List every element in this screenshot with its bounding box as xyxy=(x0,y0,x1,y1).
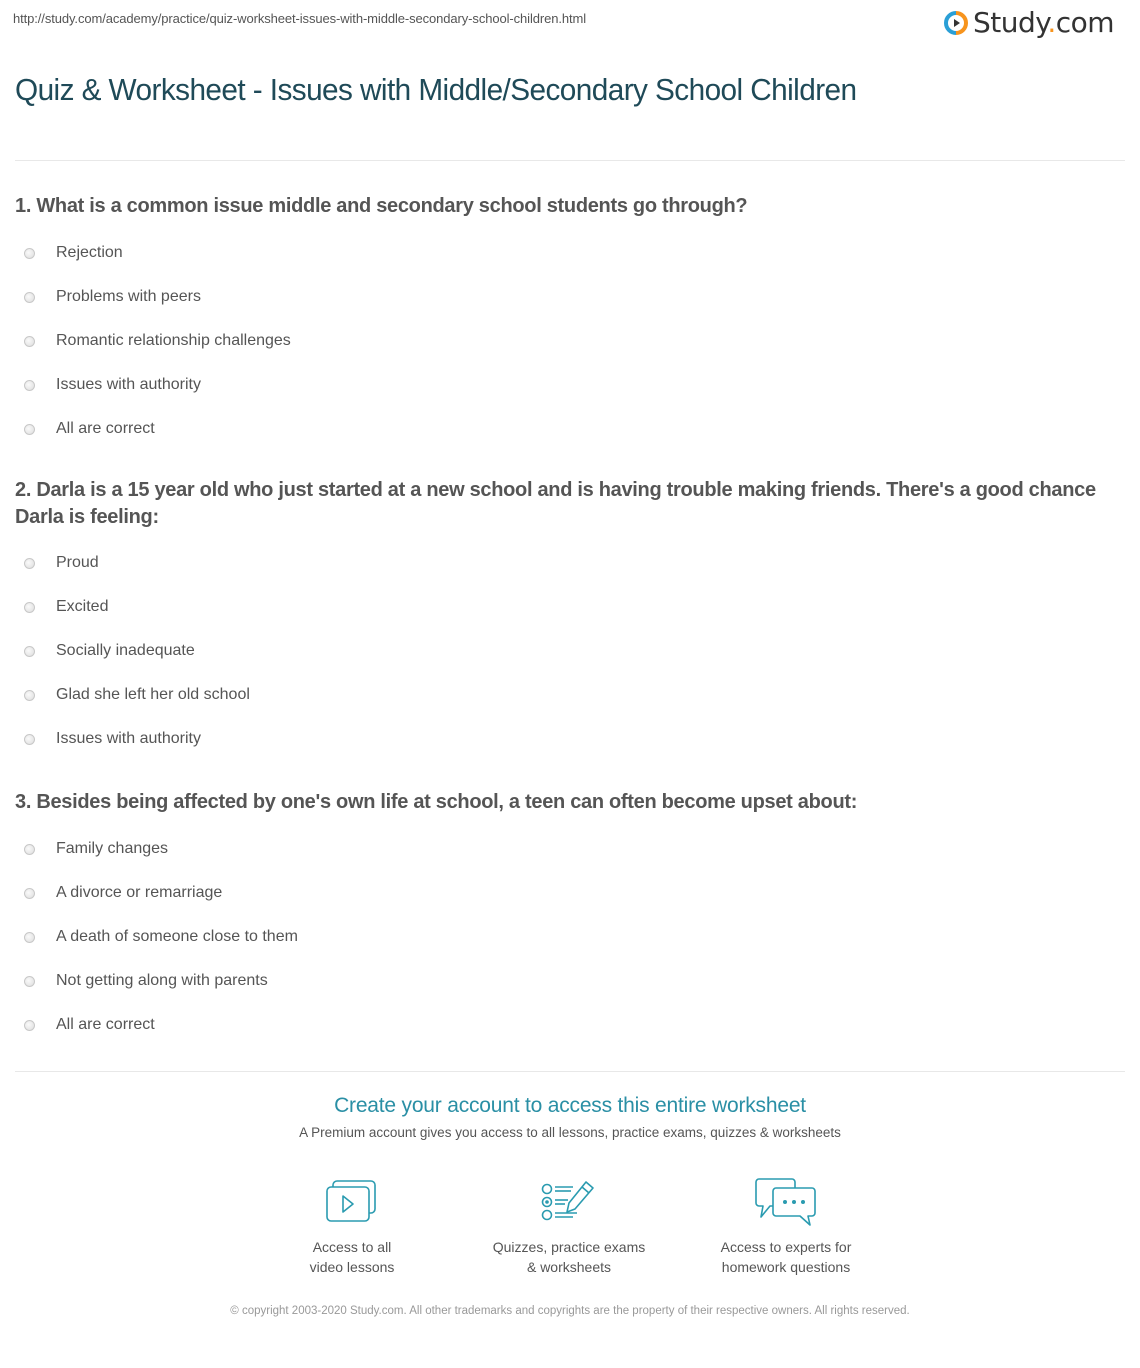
feature-label: Quizzes, practice exams & worksheets xyxy=(492,1239,646,1275)
radio-button[interactable] xyxy=(24,690,35,701)
question-1 xyxy=(15,193,1125,451)
option[interactable] xyxy=(15,363,1125,407)
question-2 xyxy=(15,477,1125,761)
divider xyxy=(15,1071,1125,1072)
logo-text: Study.com xyxy=(973,6,1115,39)
create-account-link[interactable]: Create your account to access this entire worksheet xyxy=(334,1094,806,1117)
chat-bubbles-icon xyxy=(754,1175,818,1229)
option[interactable] xyxy=(15,959,1125,1003)
option-label: Excited xyxy=(56,598,109,615)
option-label: Issues with authority xyxy=(56,730,201,747)
option-label: Problems with peers xyxy=(56,288,201,305)
option-label: Proud xyxy=(56,554,99,571)
option-label: Romantic relationship challenges xyxy=(56,332,291,349)
option[interactable] xyxy=(15,231,1125,275)
radio-button[interactable] xyxy=(24,646,35,657)
options-list xyxy=(15,231,1125,451)
radio-button[interactable] xyxy=(24,932,35,943)
question-text: 3. Besides being affected by one's own life at school, a teen can often become upset about: xyxy=(15,791,858,813)
option-label: All are correct xyxy=(56,1016,155,1033)
radio-button[interactable] xyxy=(24,424,35,435)
option[interactable] xyxy=(15,717,1125,761)
radio-button[interactable] xyxy=(24,336,35,347)
radio-button[interactable] xyxy=(24,734,35,745)
option[interactable] xyxy=(15,673,1125,717)
option[interactable] xyxy=(15,319,1125,363)
option-label: A death of someone close to them xyxy=(56,928,298,945)
radio-button[interactable] xyxy=(24,248,35,259)
radio-button[interactable] xyxy=(24,602,35,613)
cta-subtitle: A Premium account gives you access to all lessons, practice exams, quizzes & worksheets xyxy=(299,1125,841,1140)
option[interactable] xyxy=(15,871,1125,915)
option[interactable] xyxy=(15,827,1125,871)
radio-button[interactable] xyxy=(24,380,35,391)
option-label: A divorce or remarriage xyxy=(56,884,223,901)
option[interactable] xyxy=(15,275,1125,319)
radio-button[interactable] xyxy=(24,1020,35,1031)
radio-button[interactable] xyxy=(24,888,35,899)
option[interactable] xyxy=(15,541,1125,585)
question-text: 2. Darla is a 15 year old who just started at a new school and is having trouble making friends. There's a good chance Darla is feeling: xyxy=(15,479,1096,528)
video-lessons-icon xyxy=(325,1175,379,1229)
option-label: Issues with authority xyxy=(56,376,201,393)
question-3 xyxy=(15,789,1125,1047)
play-circle-icon xyxy=(944,11,968,35)
feature-experts xyxy=(686,1175,886,1277)
option[interactable] xyxy=(15,629,1125,673)
options-list xyxy=(15,827,1125,1047)
radio-button[interactable] xyxy=(24,844,35,855)
copyright-notice: © copyright 2003-2020 Study.com. All other trademarks and copyrights are the property of their respective owners. All rights reserved. xyxy=(230,1305,910,1317)
radio-button[interactable] xyxy=(24,292,35,303)
radio-button[interactable] xyxy=(24,976,35,987)
option-label: Not getting along with parents xyxy=(56,972,268,989)
option-label: Glad she left her old school xyxy=(56,686,250,703)
option[interactable] xyxy=(15,915,1125,959)
divider xyxy=(15,160,1125,161)
option-label: Socially inadequate xyxy=(56,642,195,659)
option[interactable] xyxy=(15,1003,1125,1047)
feature-label: Access to all video lessons xyxy=(309,1239,395,1275)
options-list xyxy=(15,541,1125,761)
option-label: All are correct xyxy=(56,420,155,437)
radio-button[interactable] xyxy=(24,558,35,569)
option-label: Rejection xyxy=(56,244,123,261)
page-title: Quiz & Worksheet - Issues with Middle/Secondary School Children xyxy=(15,72,857,107)
feature-video-lessons xyxy=(252,1175,452,1277)
feature-label: Access to experts for homework questions xyxy=(720,1239,852,1275)
feature-quizzes xyxy=(469,1175,669,1277)
option-label: Family changes xyxy=(56,840,169,857)
quiz-checklist-icon xyxy=(541,1175,597,1229)
option[interactable] xyxy=(15,585,1125,629)
question-text: 1. What is a common issue middle and secondary school students go through? xyxy=(15,195,748,217)
page-url: http://study.com/academy/practice/quiz-worksheet-issues-with-middle-secondary-school-children.html xyxy=(13,11,587,26)
option[interactable] xyxy=(15,407,1125,451)
study-logo[interactable] xyxy=(944,8,1114,38)
